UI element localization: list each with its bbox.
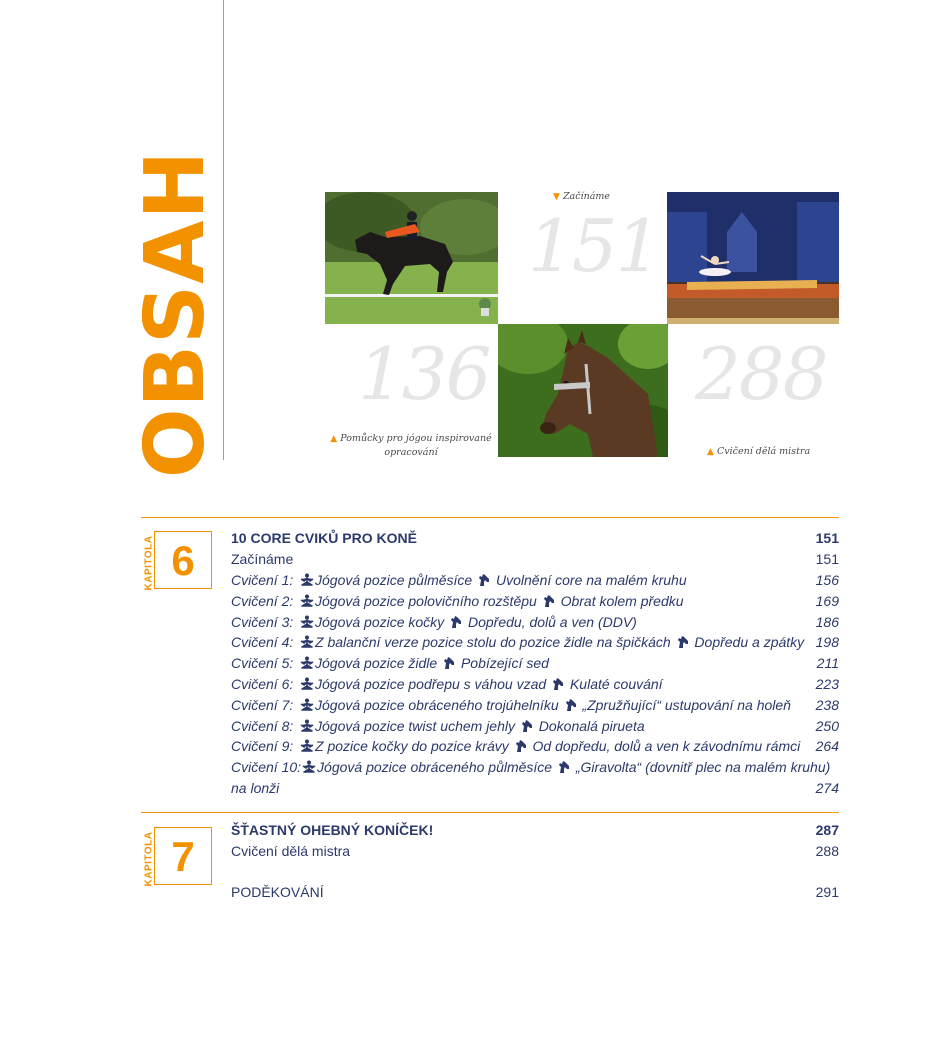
horse-exercise-title: Obrat kolem předku [560, 592, 684, 609]
page-number: 186 [815, 613, 839, 630]
page-number: 264 [815, 738, 839, 755]
chapter-number: 7 [171, 833, 195, 880]
yoga-pose-title: Jógová pozice obráceného trojúhelníku [315, 696, 559, 713]
toc-item-9[interactable] [231, 736, 839, 757]
yoga-pose-title: Jógová pozice twist uchem jehly [315, 717, 515, 734]
page-number: 198 [815, 634, 839, 651]
toc-item-6[interactable] [231, 674, 839, 695]
toc-cviceni-dela-mistra[interactable]: Cvičení dělá mistra 288 [231, 843, 839, 859]
yoga-pose-title: Z pozice kočky do pozice krávy [315, 738, 509, 755]
yoga-pose-title: Jógová pozice kočky [315, 613, 445, 630]
toc-item-2[interactable] [231, 591, 839, 612]
exercise-label: Cvičení 4: [231, 634, 294, 651]
exercise-label: Cvičení 2: [231, 592, 294, 609]
exercise-label: Cvičení 3: [231, 613, 294, 630]
toc-item-4[interactable] [231, 632, 839, 653]
page-number: 169 [815, 592, 839, 609]
exercise-label: Cvičení 6: [231, 676, 294, 692]
page-number: 223 [815, 676, 839, 692]
caption-pomucky: ▲ Pomůcky pro jógou inspirované opracování [330, 433, 492, 458]
page-title-text: OBSAH [128, 149, 223, 479]
page-title [128, 149, 223, 479]
toc-item-10[interactable] [231, 757, 839, 778]
yoga-pose-title: Jógová pozice obráceného půlměsíce [317, 759, 553, 776]
photo-horse-head [498, 324, 668, 457]
page-number-136: 136 [358, 332, 490, 416]
toc-chapter7-title[interactable]: ŠŤASTNÝ OHEBNÝ KONÍČEK! 287 [231, 822, 839, 838]
exercise-label: Cvičení 10: [231, 759, 302, 776]
page-number: 211 [816, 655, 839, 672]
horse-exercise-title: Dopředu, dolů a ven (DDV) [467, 613, 637, 630]
photo-ballet [667, 192, 839, 324]
page-number: 250 [815, 717, 839, 734]
caption-zaciname: ▼ Začínáme [553, 191, 610, 202]
yoga-pose-title: Jógová pozice polovičního rozštěpu [315, 592, 537, 609]
yoga-pose-title: Jógová pozice půlměsíce [315, 572, 473, 588]
page-number: 156 [815, 572, 839, 588]
horse-exercise-title: Od dopředu, dolů a ven k závodnímu rámci [532, 738, 801, 755]
chapter7-marker [142, 827, 214, 889]
horse-exercise-title: Dokonalá pirueta [538, 717, 645, 734]
triangle-down-icon: ▼ [553, 192, 560, 202]
exercise-label: Cvičení 1: [231, 572, 294, 588]
kapitola-label: KAPITOLA [143, 535, 155, 591]
toc-item-3[interactable] [231, 612, 839, 633]
chapter-number: 6 [171, 537, 195, 584]
horse-exercise-title: Pobízející sed [460, 655, 549, 672]
exercise-label: Cvičení 9: [231, 738, 294, 755]
toc-zaciname[interactable]: Začínáme 151 [231, 551, 839, 567]
chapter6-marker [142, 531, 214, 593]
toc-item-1[interactable] [231, 570, 839, 591]
page-number-288: 288 [695, 332, 827, 416]
caption-cviceni-dela-mistra: ▲ Cvičení dělá mistra [707, 446, 811, 457]
page-number-151: 151 [528, 204, 660, 288]
chapter7-separator [141, 812, 839, 813]
photo-rider-dressage [325, 192, 498, 324]
chapter6-separator [141, 517, 839, 518]
toc-item-5[interactable] [231, 653, 839, 674]
toc-chapter6-title[interactable]: 10 CORE CVIKŮ PRO KONĚ 151 [231, 530, 839, 546]
triangle-up-icon: ▲ [707, 447, 714, 457]
toc-podekovani[interactable]: PODĚKOVÁNÍ 291 [231, 884, 839, 900]
horse-exercise-title: „Zpružňující“ ustupování na holeň [582, 696, 791, 713]
exercise-label: Cvičení 7: [231, 696, 294, 713]
yoga-pose-title: Jógová pozice židle [315, 655, 438, 672]
toc-item-10-continued[interactable]: na lonži 274 [231, 780, 839, 796]
triangle-up-icon: ▲ [330, 434, 338, 444]
exercise-label: Cvičení 8: [231, 717, 294, 734]
yoga-pose-title: Jógová pozice podřepu s váhou vzad [315, 676, 547, 692]
page-number: 238 [815, 696, 839, 713]
toc-item-8[interactable] [231, 716, 839, 737]
horse-exercise-title: Uvolnění core na malém kruhu [495, 572, 687, 588]
horse-exercise-title: Dopředu a zpátky [694, 634, 805, 651]
horse-exercise-title: Kulaté couvání [569, 676, 663, 692]
toc-item-7[interactable] [231, 695, 839, 716]
yoga-pose-title: Z balanční verze pozice stolu do pozice židle na špičkách [315, 634, 671, 651]
horse-exercise-title: „Giravolta“ (dovnitř plec na malém kruhu) [575, 759, 831, 776]
exercise-label: Cvičení 5: [231, 655, 294, 672]
title-divider [223, 0, 224, 460]
kapitola-label: KAPITOLA [143, 831, 155, 887]
